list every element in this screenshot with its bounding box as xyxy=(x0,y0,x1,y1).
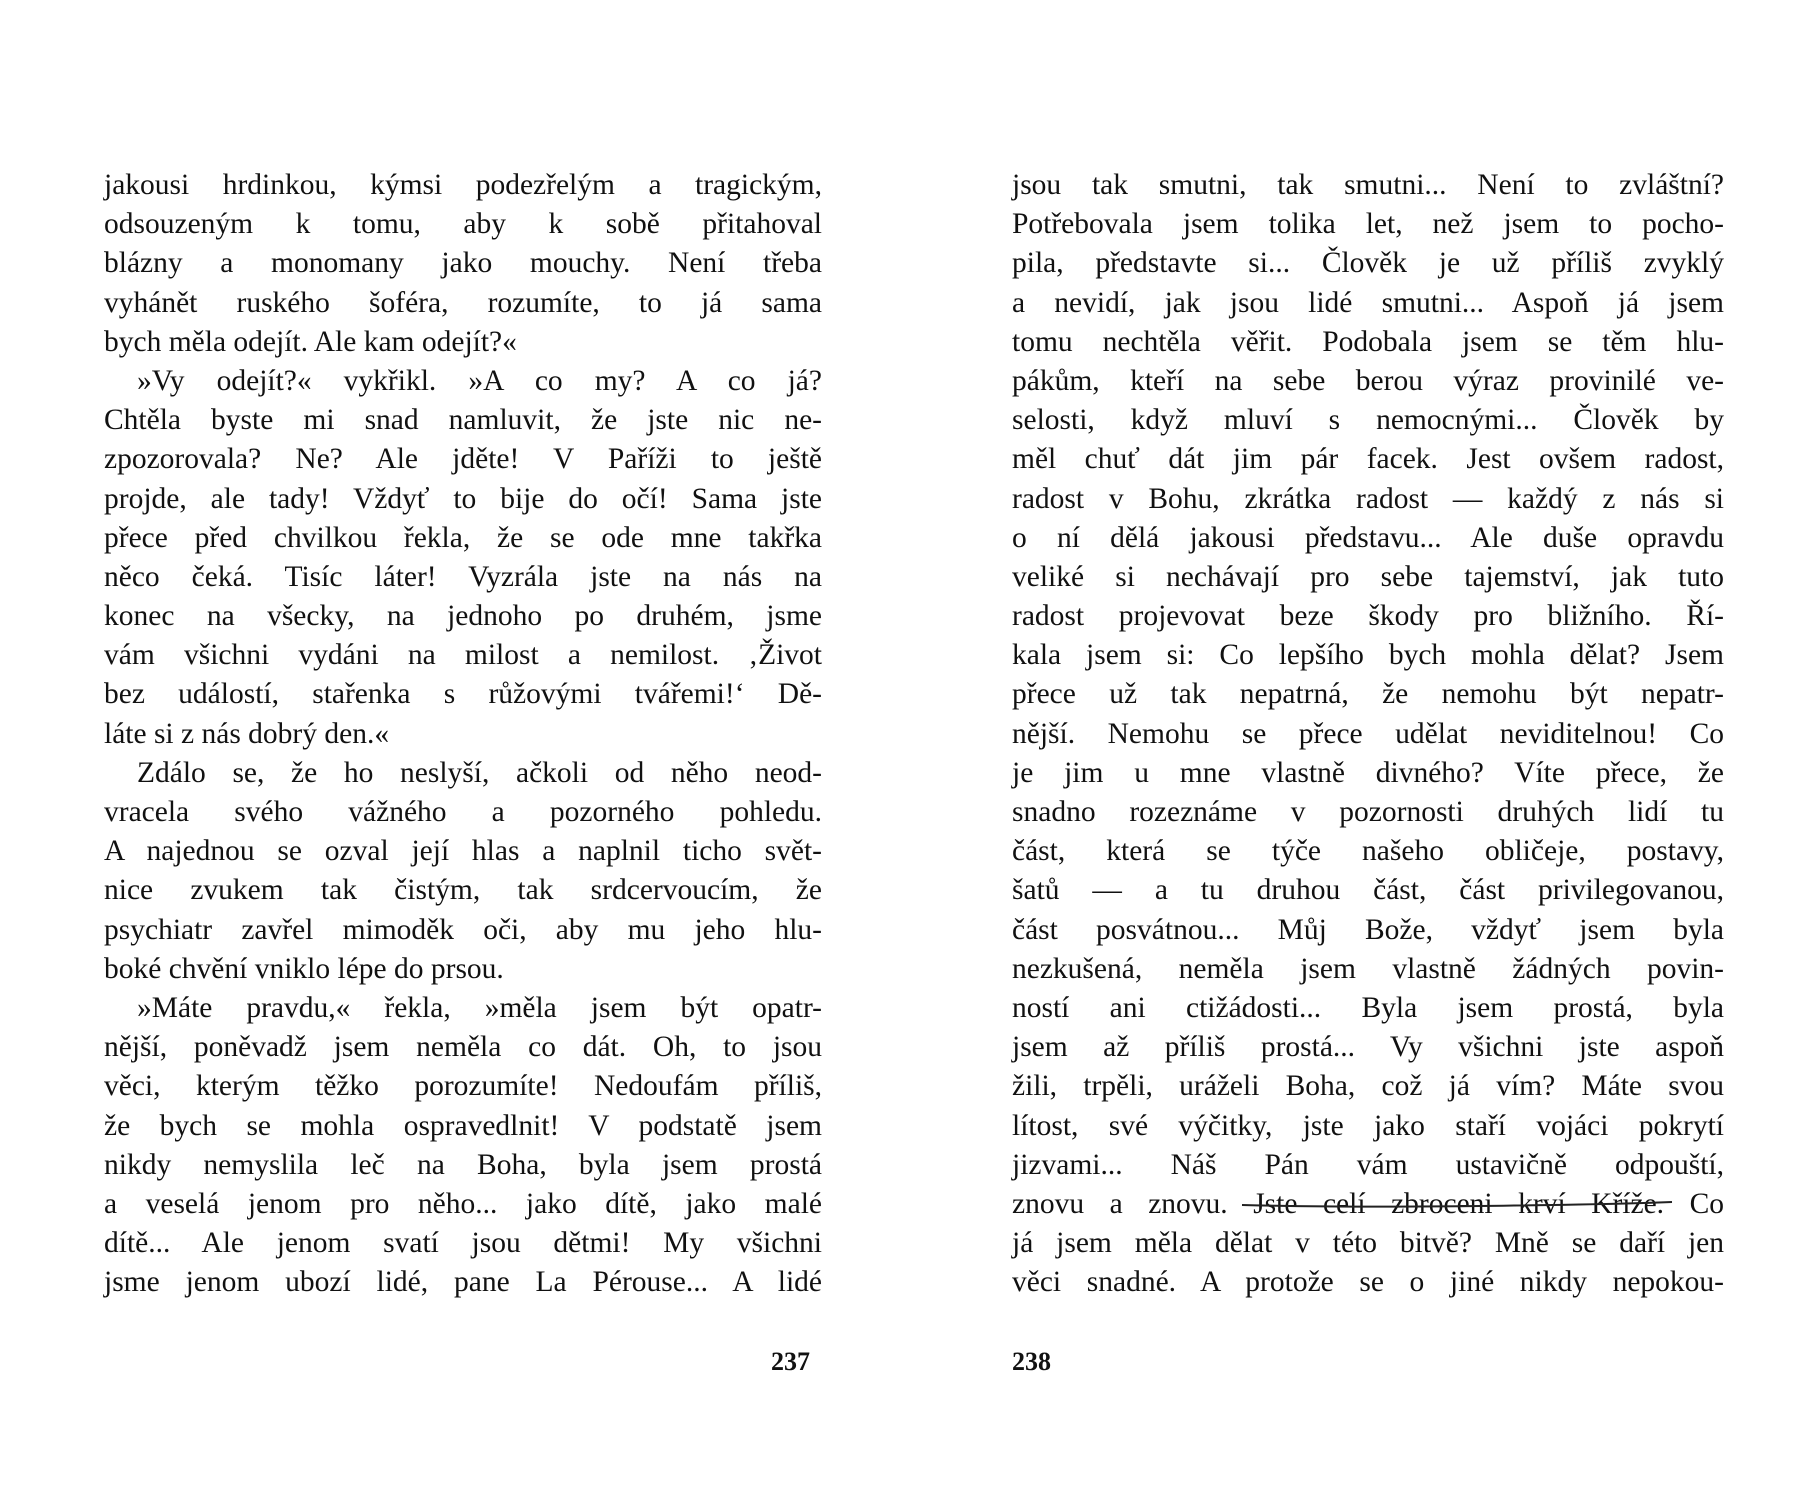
text-line: měl chuť dát jim pár facek. Jest ovšem radost, xyxy=(1012,443,1724,476)
text-line: projde, ale tady! Vždyť to bije do očí! Sama jste xyxy=(104,482,822,515)
text-line: něco čeká. Tisíc láter! Vyzrála jste na nás na xyxy=(104,560,822,593)
text-line: vyhánět ruského šoféra, rozumíte, to já sama xyxy=(104,286,822,319)
text-line: vracela svého vážného a pozorného pohledu. xyxy=(104,796,822,828)
text-line: lítost, své výčitky, jste jako staří vojáci pokrytí xyxy=(1012,1109,1724,1142)
text-line: já jsem měla dělat v této bitvě? Mně se daří jen xyxy=(1012,1227,1724,1260)
text-line: láte si z nás dobrý den.« xyxy=(104,717,390,750)
text-line: nikdy nemyslila leč na Boha, byla jsem prostá xyxy=(104,1148,822,1181)
text-line: blázny a monomany jako mouchy. Není třeba xyxy=(104,247,822,280)
text-line: selosti, když mluví s nemocnými... Člověk by xyxy=(1012,404,1724,437)
text-line: psychiatr zavřel mimoděk oči, aby mu jeho hlu- xyxy=(104,913,822,946)
text-line: »Vy odejít?« vykřikl. »A co my? A co já? xyxy=(137,364,822,397)
text-line: A najednou se ozval její hlas a naplnil ticho svět- xyxy=(104,835,822,868)
left-page-number: 237 xyxy=(771,1347,810,1376)
text-line: část, která se týče našeho obličeje, postavy, xyxy=(1012,835,1724,868)
text-line: nezkušená, neměla jsem vlastně žádných povin- xyxy=(1012,952,1724,985)
text-line: jizvami... Náš Pán vám ustavičně odpouští, xyxy=(1012,1148,1724,1181)
text-line: konec na všecky, na jednoho po druhém, jsme xyxy=(104,600,822,633)
text-line: Potřebovala jsem tolika let, než jsem to pocho- xyxy=(1012,208,1724,241)
text-line: dítě... Ale jenom svatí jsou dětmi! My všichni xyxy=(104,1227,822,1260)
text-line: snadno rozeznáme v pozornosti druhých lidí tu xyxy=(1012,796,1724,828)
text-line: bych měla odejít. Ale kam odejít?« xyxy=(104,325,517,358)
text-line: odsouzeným k tomu, aby k sobě přitahoval xyxy=(104,208,822,241)
text-line: kala jsem si: Co lepšího bych mohla dělat? Jsem xyxy=(1012,639,1724,672)
text-line: šatů — a tu druhou část, část privilegovanou, xyxy=(1012,874,1724,907)
text-line: jakousi hrdinkou, kýmsi podezřelým a tragickým, xyxy=(104,169,822,201)
text-line: Zdálo se, že ho neslyší, ačkoli od něho neod- xyxy=(137,756,822,789)
text-line: jsem až příliš prostá... Vy všichni jste aspoň xyxy=(1012,1031,1724,1064)
text-line: a nevidí, jak jsou lidé smutni... Aspoň já jsem xyxy=(1012,286,1724,319)
text-line: věci, kterým těžko porozumíte! Nedoufám příliš, xyxy=(104,1070,822,1103)
text-line: jsme jenom ubozí lidé, pane La Pérouse... A lidé xyxy=(104,1266,822,1299)
text-line: zpozorovala? Ne? Ale jděte! V Paříži to ještě xyxy=(104,443,822,476)
text-line: Chtěla byste mi snad namluvit, že jste nic ne- xyxy=(104,404,822,437)
text-line: je jim u mne vlastně divného? Víte přece, že xyxy=(1012,756,1724,789)
text-line: radost projevovat beze škody pro bližního. Ří- xyxy=(1012,600,1724,633)
right-page xyxy=(1012,166,1724,1302)
text-line: nice zvukem tak čistým, tak srdcervoucím, že xyxy=(104,874,822,907)
text-line: pákům, kteří na sebe berou výraz provinilé ve- xyxy=(1012,364,1724,397)
text-line: vám všichni vydáni na milost a nemilost. ‚Život xyxy=(104,639,822,672)
text-line: znovu a znovu. Jste celí zbroceni krví Kříže. Co xyxy=(1012,1187,1724,1220)
handwritten-underline-mark xyxy=(1240,1198,1674,1210)
text-line: část posvátnou... Můj Bože, vždyť jsem byla xyxy=(1012,913,1724,946)
text-line: pila, představte si... Člověk je už příliš zvyklý xyxy=(1012,247,1724,280)
text-line: přece už tak nepatrná, že nemohu být nepatr- xyxy=(1012,678,1724,711)
text-line: věci snadné. A protože se o jiné nikdy nepokou- xyxy=(1012,1266,1724,1299)
text-line: ností ani ctižádosti... Byla jsem prostá, byla xyxy=(1012,991,1724,1024)
text-line: boké chvění vniklo lépe do prsou. xyxy=(104,952,504,985)
text-line: přece před chvilkou řekla, že se ode mne takřka xyxy=(104,521,822,554)
text-line: o ní dělá jakousi představu... Ale duše opravdu xyxy=(1012,521,1724,554)
text-line: radost v Bohu, zkrátka radost — každý z nás si xyxy=(1012,482,1724,515)
text-line: a veselá jenom pro něho... jako dítě, jako malé xyxy=(104,1187,822,1220)
text-line: tomu nechtěla věřit. Podobala jsem se těm hlu- xyxy=(1012,325,1724,358)
text-line: veliké si nechávají pro sebe tajemství, jak tuto xyxy=(1012,560,1724,593)
text-line: že bych se mohla ospravedlnit! V podstatě jsem xyxy=(104,1109,822,1142)
text-line: »Máte pravdu,« řekla, »měla jsem být opatr- xyxy=(137,991,822,1024)
text-line: nější. Nemohu se přece udělat neviditelnou! Co xyxy=(1012,717,1724,750)
text-line: jsou tak smutni, tak smutni... Není to zvláštní? xyxy=(1012,169,1724,201)
text-line: bez událostí, stařenka s růžovými tvářemi!‘ Dě- xyxy=(104,678,822,711)
text-line: žili, trpěli, uráželi Boha, což já vím? Máte svou xyxy=(1012,1070,1724,1103)
right-page-number: 238 xyxy=(1012,1347,1051,1376)
left-page xyxy=(104,166,822,1302)
text-line: nější, poněvadž jsem neměla co dát. Oh, to jsou xyxy=(104,1031,822,1064)
